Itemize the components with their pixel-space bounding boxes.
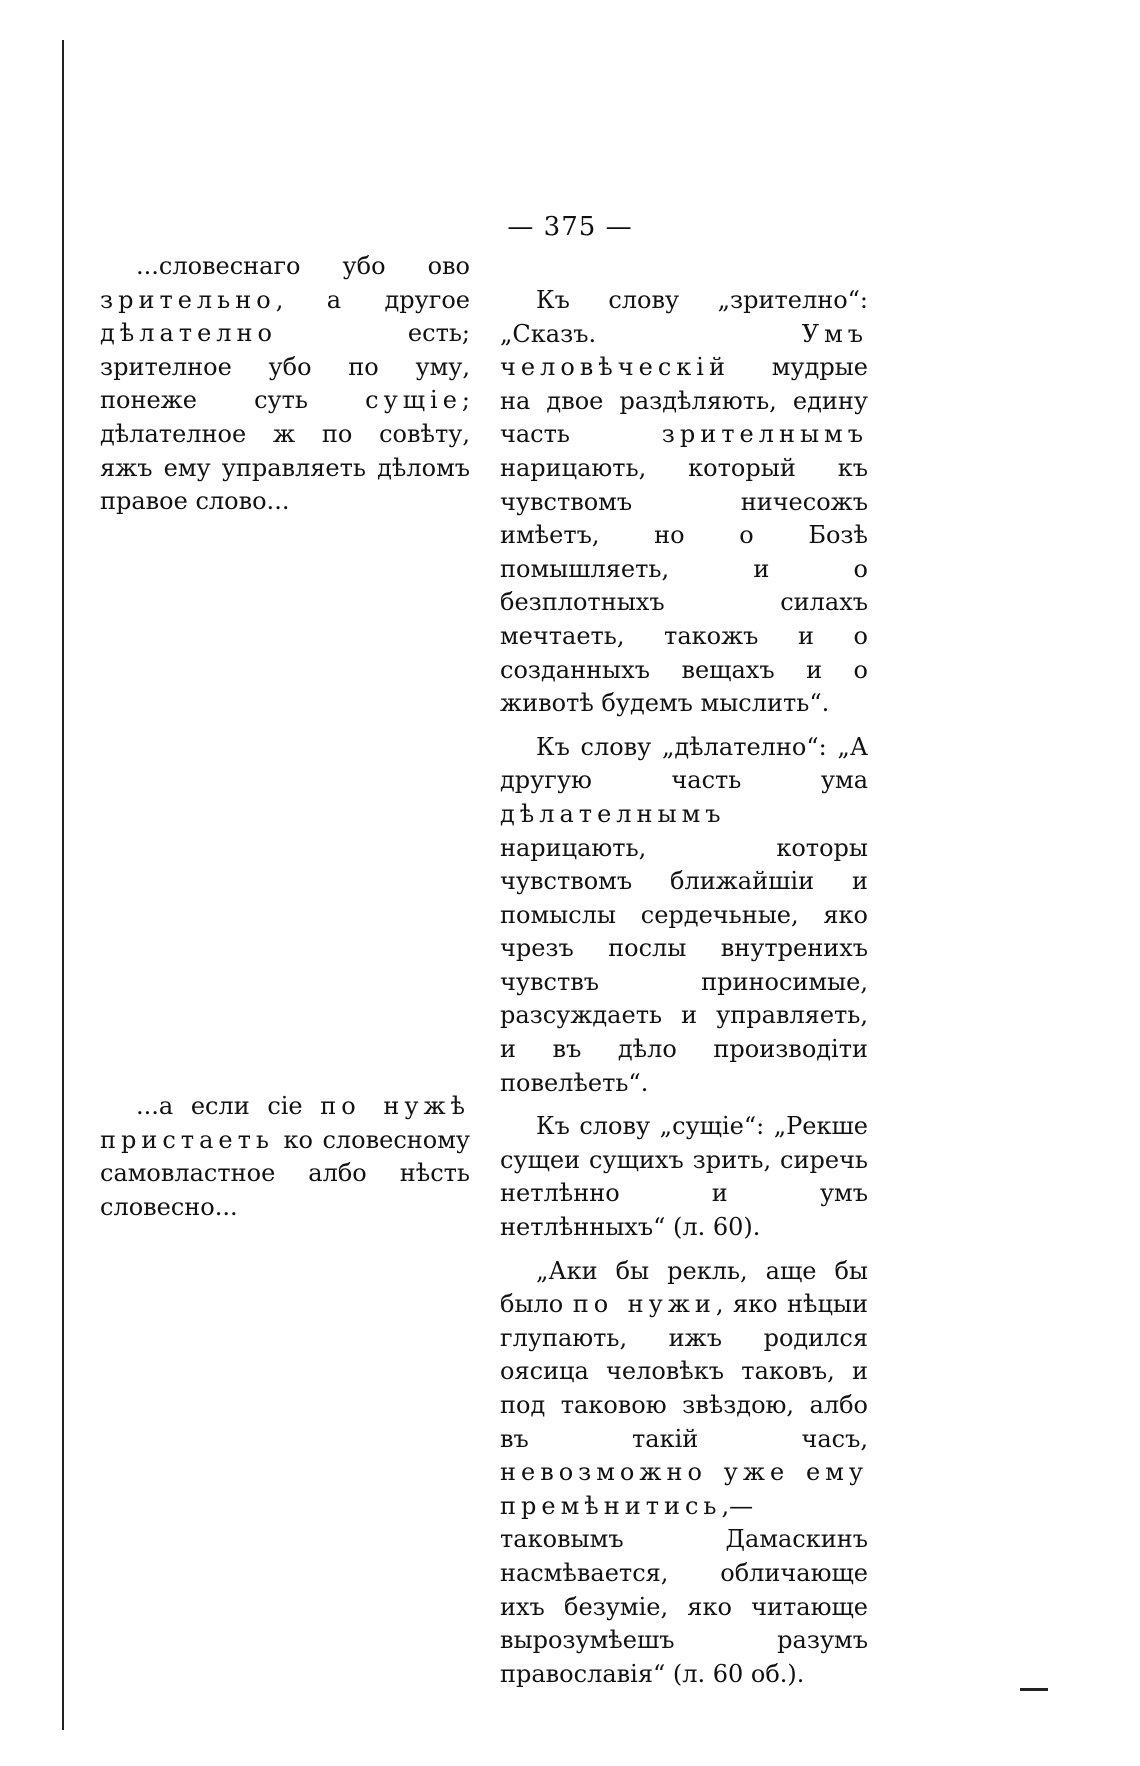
spaced-term: невозможно уже ему премѣнитись xyxy=(500,1458,868,1520)
spaced-term: по нужи xyxy=(572,1290,716,1319)
text-run: мудрые на двое раздѣляють, едину часть xyxy=(500,353,868,449)
text-run: ...словеснаго убо ово xyxy=(136,252,470,280)
margin-dash xyxy=(1020,1688,1048,1691)
spaced-term: Умъ человѣческій xyxy=(500,319,868,382)
text-run: ко словесному самовластное албо нѣсть словесно... xyxy=(100,1125,470,1221)
left-quote-2 xyxy=(100,1090,470,1224)
text-run: Къ слову „сущіе“: „Рекше сущеи сущихъ зрить, сиречь нетлѣнно и умъ нетлѣнныхъ“ (л. 60). xyxy=(500,1112,868,1242)
text-run: нарицають, которы чувствомъ ближайшіи и помыслы сердечьные, яко чрезъ послы внутренихъ чувствъ приносимые, разсуждаеть и управляеть, и въ дѣло производіти повелѣеть“. xyxy=(500,833,868,1097)
commentary-paragraph-1 xyxy=(500,284,868,721)
margin-rule xyxy=(62,40,64,1730)
commentary-paragraph-2 xyxy=(500,731,868,1101)
right-column xyxy=(500,284,868,1691)
spaced-term: по нужѣ пристаеть xyxy=(100,1092,470,1154)
text-run: Къ слову „зрително“: „Сказъ. xyxy=(500,286,868,348)
left-quote-1 xyxy=(100,250,470,519)
left-column xyxy=(100,250,470,519)
text-run: есть; зрителное убо по уму, понеже суть xyxy=(100,319,470,415)
spaced-term: дѣлателнымъ xyxy=(500,799,726,828)
spaced-term: зрительно xyxy=(100,285,276,314)
spaced-term: дѣлателно xyxy=(100,319,277,348)
text-run: „Аки бы рекль, аще бы было xyxy=(500,1256,868,1319)
spaced-term: сущіе xyxy=(365,386,462,415)
text-run: ...а если сіе xyxy=(136,1092,321,1120)
text-run: , яко нѣцыи глупають, ижъ родился оясица человѣкъ таковъ, и под таковою звѣздою, албо въ такій часъ, xyxy=(500,1290,868,1453)
text-run: ; дѣлателное ж по совѣту, яжъ ему управляеть дѣломъ правое слово... xyxy=(100,386,470,516)
text-run: Къ слову „дѣлателно“: „А другую часть ума xyxy=(500,732,868,795)
page-number: — 375 — xyxy=(507,212,633,242)
left-column-lower xyxy=(100,1090,470,1224)
text-run: , а другое xyxy=(275,285,470,314)
text-run: нарицають, который къ чувствомъ ничесожъ имѣетъ, но о Бозѣ помышляеть, и о безплотныхъ силахъ мечтаеть, такожъ и о созданныхъ вещахъ и о животѣ будемъ мыслить“. xyxy=(500,453,868,718)
spaced-term: зрителнымъ xyxy=(661,420,868,449)
commentary-paragraph-3 xyxy=(500,1110,868,1244)
text-run: ,—таковымъ Дамаскинъ насмѣвается, обличающе ихъ безуміе, яко читающе вырозумѣешъ разумъ православія“ (л. 60 об.). xyxy=(500,1491,868,1688)
commentary-paragraph-4 xyxy=(500,1255,868,1692)
